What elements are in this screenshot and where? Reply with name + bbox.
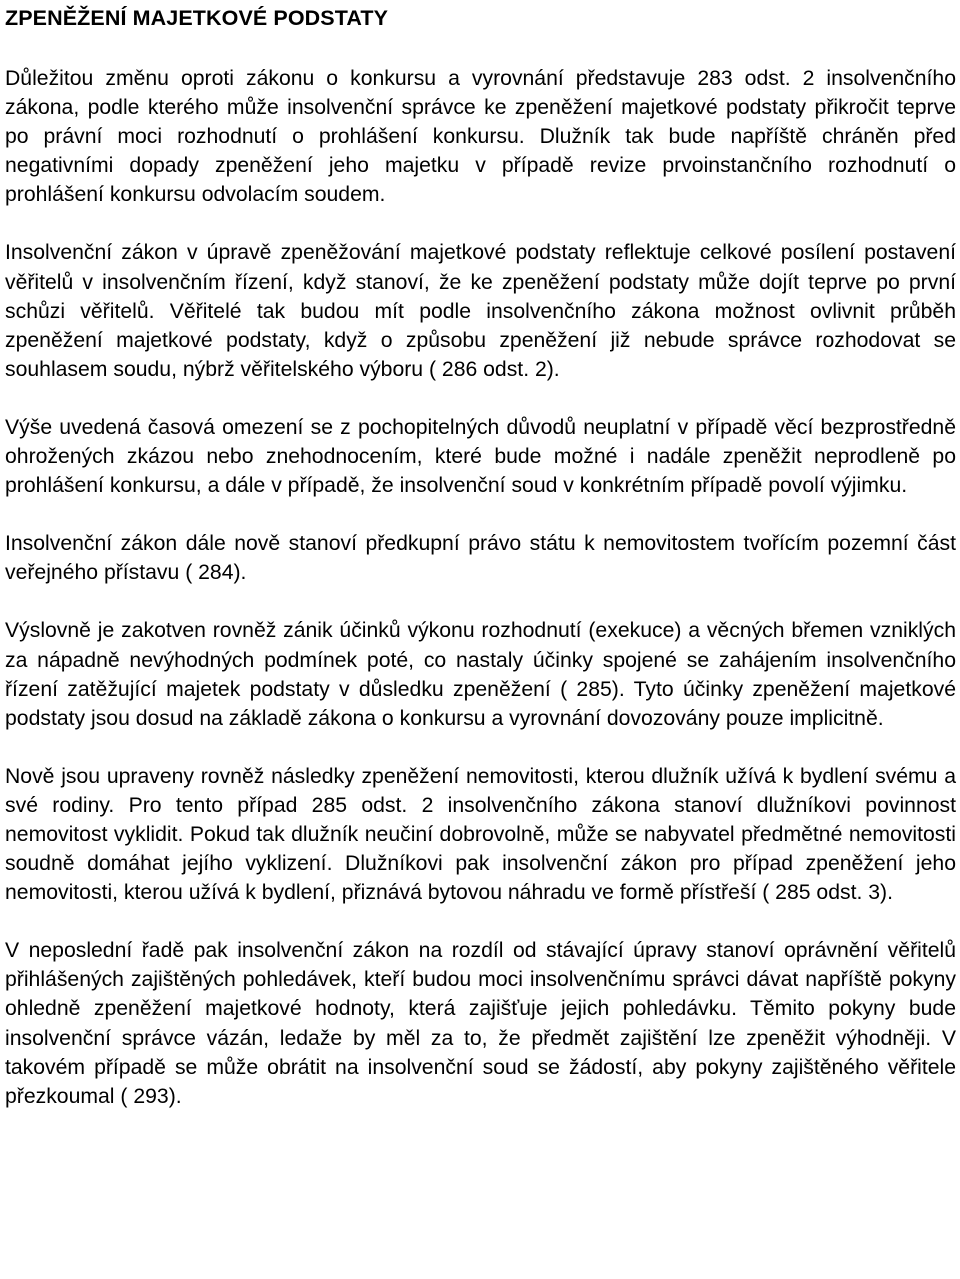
paragraph-6: Nově jsou upraveny rovněž následky zpeněžení nemovitosti, kterou dlužník užívá k bydlení svému a své rodiny. Pro tento případ 285 odst. 2 insolvenčního zákona stanoví dlužníkovi povinnost nemovitost vyklidit. Pokud tak dlužník neučiní dobrovolně, může se nabyvatel předmětné nemovitosti soudně domáhat jejího vyklizení. Dlužníkovi pak insolvenční zákon pro případ zpeněžení jeho nemovitosti, kterou užívá k bydlení, přiznává bytovou náhradu ve formě přístřeší ( 285 odst. 3). — [5, 764, 956, 905]
paragraph-1: Důležitou změnu oproti zákonu o konkursu a vyrovnání představuje 283 odst. 2 insolvenčního zákona, podle kterého může insolvenční správce ke zpeněžení majetkové podstaty přikročit teprve po právní moci rozhodnutí o prohlášení konkursu. Dlužník tak bude napříště chráněn před negativními dopady zpeněžení jeho majetku v případě revize prvoinstančního rozhodnutí o prohlášení konkursu odvolacím soudem. — [5, 67, 956, 207]
document-page — [5, 0, 956, 1111]
document-title: ZPENĚŽENÍ MAJETKOVÉ PODSTATY — [5, 6, 389, 30]
paragraph-4: Insolvenční zákon dále nově stanoví předkupní právo státu k nemovitostem tvořícím pozemní část veřejného přístavu ( 284). — [5, 532, 956, 585]
paragraph-7: V neposlední řadě pak insolvenční zákon na rozdíl od stávající úpravy stanoví oprávnění věřitelů přihlášených zajištěných pohledávek, kteří budou moci insolvenčnímu správci dávat napříště pokyny ohledně zpeněžení majetkové hodnoty, která zajišťuje jejich pohledávku. Těmito pokyny bude insolvenční správce vázán, ledaže by měl za to, že předmět zajištění lze zpeněžit výhodněji. V takovém případě se může obrátit na insolvenční soud se žádostí, aby pokyny zajištěného věřitele přezkoumal ( 293). — [5, 939, 956, 1108]
paragraph-5: Výslovně je zakotven rovněž zánik účinků výkonu rozhodnutí (exekuce) a věcných břemen vzniklých za nápadně nevýhodných podmínek poté, co nastaly účinky spojené se zahájením insolvenčního řízení zatěžující majetek podstaty v důsledku zpeněžení ( 285). Tyto účinky zpeněžení majetkové podstaty jsou dosud na základě zákona o konkursu a vyrovnání dovozovány pouze implicitně. — [5, 619, 956, 730]
paragraph-3: Výše uvedená časová omezení se z pochopitelných důvodů neuplatní v případě věcí bezprostředně ohrožených zkázou nebo znehodnocením, které bude možné i nadále zpeněžit neprodleně po prohlášení konkursu, a dále v případě, že insolvenční soud v konkrétním případě povolí výjimku. — [5, 415, 956, 498]
paragraph-2: Insolvenční zákon v úpravě zpeněžování majetkové podstaty reflektuje celkové posílení postavení věřitelů v insolvenčním řízení, když stanoví, že ke zpeněžení podstaty může dojít teprve po první schůzi věřitelů. Věřitelé tak budou mít podle insolvenčního zákona možnost ovlivnit průběh zpeněžení majetkové podstaty, když o způsobu zpeněžení již nebude správce rozhodovat se souhlasem soudu, nýbrž věřitelského výboru ( 286 odst. 2). — [5, 241, 956, 381]
